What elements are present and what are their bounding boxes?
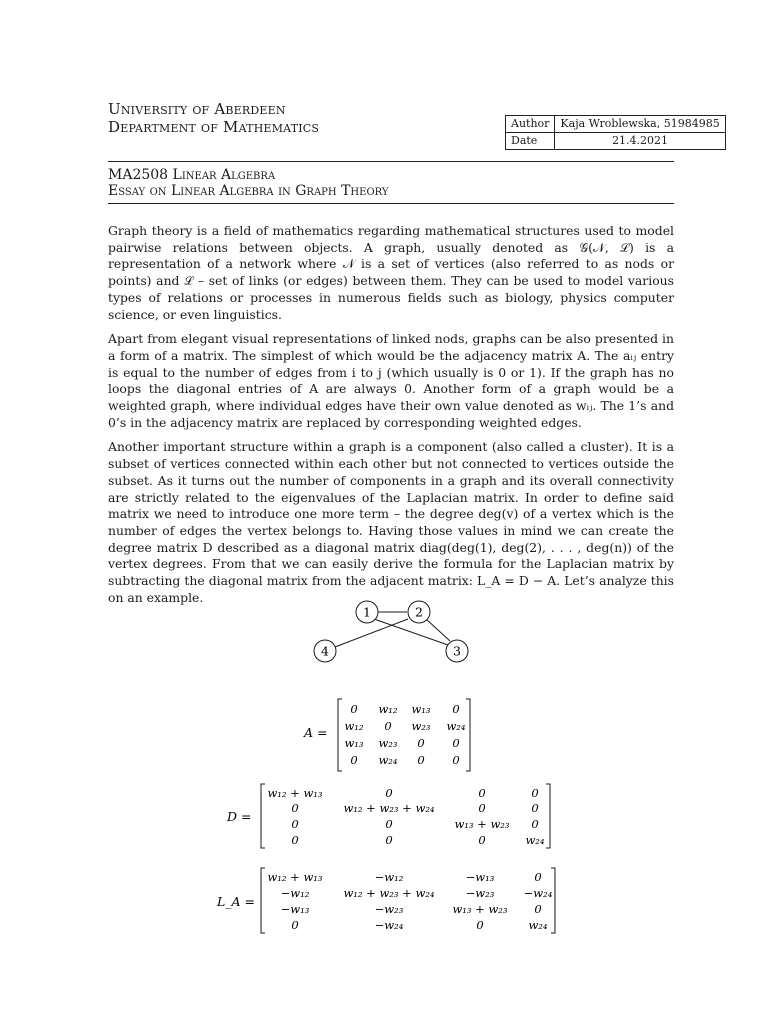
author-date-table bbox=[505, 115, 726, 150]
matrix-a bbox=[300, 695, 480, 775]
matrix-cell: w₁₂ bbox=[378, 702, 398, 716]
matrix-cell: w₂₄ bbox=[446, 719, 466, 733]
matrix-cell: −w₁₂ bbox=[374, 870, 404, 884]
matrix-cell: 0 bbox=[452, 753, 460, 767]
matrix-cell: w₂₃ bbox=[411, 719, 431, 733]
date-value: 21.4.2021 bbox=[555, 133, 725, 150]
author-value: Kaja Wroblewska, 51984985 bbox=[555, 116, 725, 133]
edge-2-4 bbox=[335, 619, 408, 647]
matrix-a-bracket-right bbox=[466, 699, 470, 771]
matrix-cell: 0 bbox=[478, 833, 486, 847]
matrix-d bbox=[225, 780, 560, 852]
matrix-cell: 0 bbox=[384, 719, 392, 733]
header-institution bbox=[108, 100, 319, 136]
essay-title: Essay on Linear Algebra in Graph Theory bbox=[108, 183, 389, 199]
essay-body bbox=[108, 223, 674, 614]
matrix-cell: 0 bbox=[534, 870, 542, 884]
matrix-cell: −w₁₃ bbox=[465, 870, 495, 884]
matrix-cell: 0 bbox=[385, 833, 393, 847]
university-name: University of Aberdeen bbox=[108, 100, 286, 118]
matrix-cell: 0 bbox=[531, 817, 539, 831]
matrix-cell: 0 bbox=[452, 736, 460, 750]
paragraph-3: Another important structure within a graph is a component (also called a cluster). It is a subset of vertices connected within each other but not connected to vertices outside the subset. As it turns out the number of components in a graph and its overall connectivity are strictly related to the eigenvalues of the Laplacian matrix. In order to define said matrix we need to introduce one more term – the degree deg(v) of a vertex which is the number of edges the vertex belongs to. Having those values in mind we can create the degree matrix D described as a diagonal matrix diag(deg(1), deg(2), . . . , deg(n)) of the vertex degrees. From that we can easily derive the formula for the Laplacian matrix by subtracting the diagonal matrix from the adjacent matrix: L_A = D − A. Let’s analyze this on an example. bbox=[108, 439, 674, 605]
matrix-cell: 0 bbox=[531, 786, 539, 800]
matrix-cell: −w₂₄ bbox=[523, 886, 553, 900]
matrix-cell: 0 bbox=[350, 753, 358, 767]
node-2-label: 2 bbox=[415, 604, 423, 620]
matrix-cell: 0 bbox=[478, 786, 486, 800]
matrix-la bbox=[215, 864, 560, 938]
matrix-cell: w₁₂ + w₂₃ + w₂₄ bbox=[343, 801, 435, 815]
node-1 bbox=[356, 601, 378, 623]
edge-2-3 bbox=[426, 619, 450, 641]
matrix-cell: 0 bbox=[534, 902, 542, 916]
matrix-a-bracket-left bbox=[338, 699, 342, 771]
header-rule-top bbox=[108, 161, 674, 162]
matrix-cell: 0 bbox=[385, 786, 393, 800]
matrix-cell: w₁₃ bbox=[344, 736, 364, 750]
matrix-cell: 0 bbox=[531, 801, 539, 815]
author-label: Author bbox=[506, 116, 555, 133]
matrix-cell: 0 bbox=[291, 918, 299, 932]
node-4-label: 4 bbox=[321, 643, 329, 659]
paragraph-2: Apart from elegant visual representations of linked nods, graphs can be also presented in a form of a matrix. The simplest of which would be the adjacency matrix A. The aᵢⱼ entry is equal to the number of edges from i to j (which usually is 0 or 1). If the graph has no loops the diagonal entries of A are always 0. Another form of a graph would be a weighted graph, where individual edges have their own value denoted as wᵢⱼ. The 1’s and 0’s in the adjacency matrix are replaced by corresponding weighted edges. bbox=[108, 331, 674, 430]
matrix-cell: 0 bbox=[417, 753, 425, 767]
matrix-cell: 0 bbox=[478, 801, 486, 815]
matrix-cell: w₂₄ bbox=[378, 753, 398, 767]
course-code: MA2508 Linear Algebra bbox=[108, 167, 276, 183]
department-name: Department of Mathematics bbox=[108, 118, 320, 136]
paragraph-1: Graph theory is a field of mathematics regarding mathematical structures used to model pairwise relations between objects. A graph, usually denoted as 𝒢(𝒩, ℒ) is a representation of a network where 𝒩 is a set of vertices (also referred to as nods or points) and ℒ – set of links (or edges) between them. They can be used to model various types of relations or processes in numerous fields such as biology, physics computer science, or even linguistics. bbox=[108, 223, 674, 322]
matrix-d-bracket-right bbox=[546, 784, 550, 848]
matrix-cell: 0 bbox=[291, 801, 299, 815]
course-block bbox=[108, 167, 388, 199]
matrix-cell: w₁₂ + w₁₃ bbox=[267, 870, 323, 884]
date-label: Date bbox=[506, 133, 555, 150]
matrix-cell: −w₂₃ bbox=[465, 886, 495, 900]
matrix-cell: w₁₃ + w₂₃ bbox=[452, 902, 508, 916]
matrix-cell: 0 bbox=[291, 817, 299, 831]
matrix-cell: w₁₂ + w₁₃ bbox=[267, 786, 323, 800]
matrix-cell: w₁₂ + w₂₃ + w₂₄ bbox=[343, 886, 435, 900]
matrix-cell: 0 bbox=[291, 833, 299, 847]
matrix-cell: 0 bbox=[385, 817, 393, 831]
graph-diagram bbox=[300, 595, 480, 670]
matrix-cell: w₂₄ bbox=[525, 833, 545, 847]
matrix-cell: −w₁₃ bbox=[280, 902, 310, 916]
matrix-la-label: L_A = bbox=[217, 894, 256, 909]
node-1-label: 1 bbox=[363, 604, 371, 620]
matrix-cell: w₁₃ + w₂₃ bbox=[454, 817, 510, 831]
node-4 bbox=[314, 640, 336, 662]
header-rule-bottom bbox=[108, 203, 674, 204]
node-3-label: 3 bbox=[453, 643, 461, 659]
node-2 bbox=[408, 601, 430, 623]
matrix-cell: w₁₃ bbox=[411, 702, 431, 716]
matrix-cell: −w₂₄ bbox=[374, 918, 404, 932]
matrix-cell: −w₁₂ bbox=[280, 886, 310, 900]
matrix-d-bracket-left bbox=[261, 784, 265, 848]
matrix-cell: 0 bbox=[350, 702, 358, 716]
edge-1-3 bbox=[374, 619, 448, 645]
node-3 bbox=[446, 640, 468, 662]
matrix-la-bracket-right bbox=[551, 868, 555, 933]
matrix-cell: 0 bbox=[417, 736, 425, 750]
matrix-cell: 0 bbox=[476, 918, 484, 932]
matrix-cell: 0 bbox=[452, 702, 460, 716]
matrix-cell: w₁₂ bbox=[344, 719, 364, 733]
matrix-la-bracket-left bbox=[261, 868, 265, 933]
matrix-cell: −w₂₃ bbox=[374, 902, 404, 916]
matrix-a-label: A = bbox=[304, 725, 328, 740]
matrix-cell: w₂₃ bbox=[378, 736, 398, 750]
matrix-d-label: D = bbox=[227, 809, 252, 824]
matrix-cell: w₂₄ bbox=[528, 918, 548, 932]
